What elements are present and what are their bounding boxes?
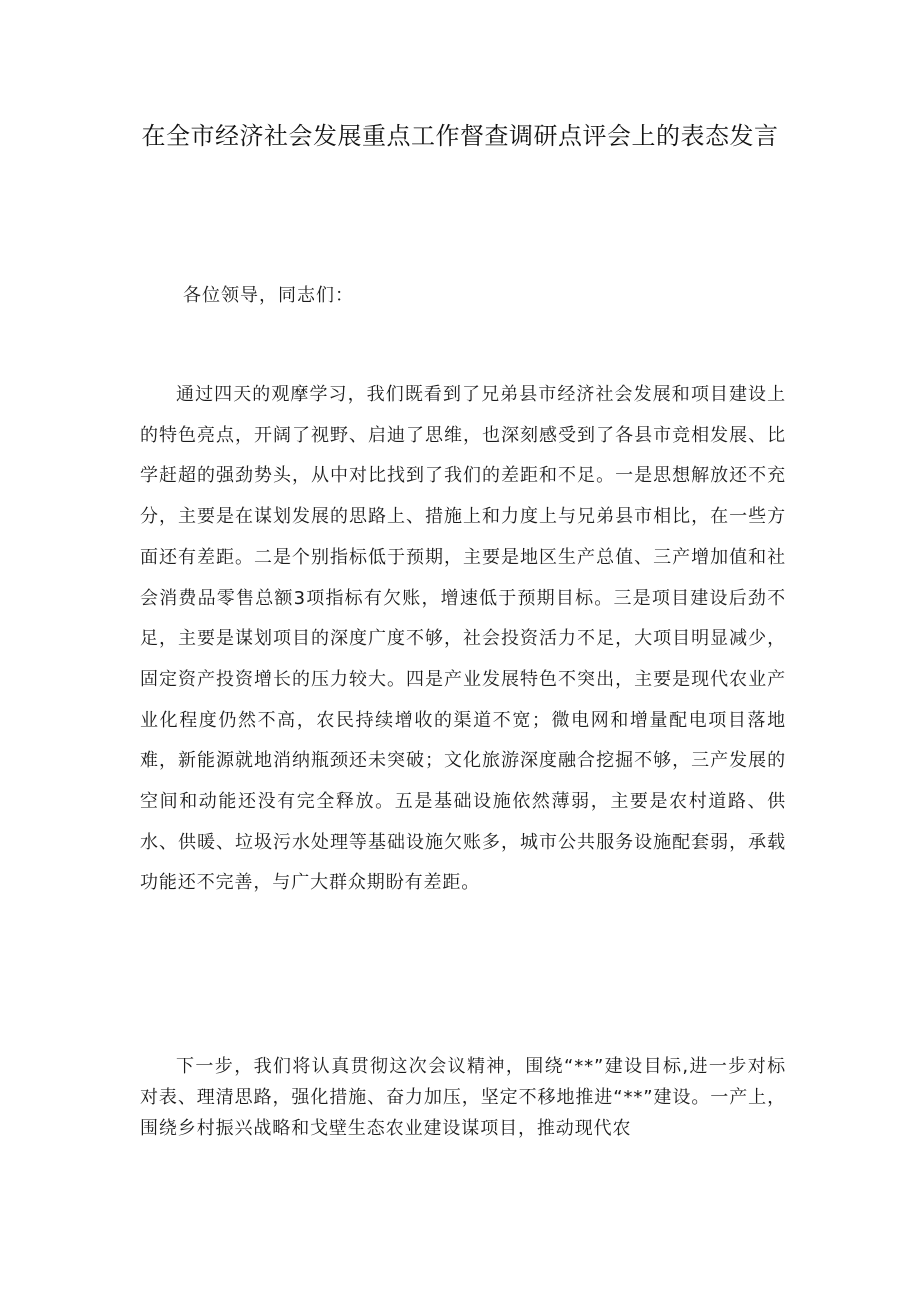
document-title: 在全市经济社会发展重点工作督查调研点评会上的表态发言 [141, 122, 779, 150]
salutation: 各位领导，同志们： [183, 285, 354, 306]
body-paragraph-1: 通过四天的观摩学习，我们既看到了兄弟县市经济社会发展和项目建设上的特色亮点，开阔了视野、启迪了思维，也深刻感受到了各县市竞相发展、比学赶超的强劲势头，从中对比找到了我们的差距和不足。一是思想解放还不充分，主要是在谋划发展的思路上、措施上和力度上与兄弟县市相比，在一些方面还有差距。二是个别指标低于预期，主要是地区生产总值、三产增加值和社会消费品零售总额3项指标有欠账，增速低于预期目标。三是项目建设后劲不足，主要是谋划项目的深度广度不够，社会投资活力不足，大项目明显减少，固定资产投资增长的压力较大。四是产业发展特色不突出，主要是现代农业产业化程度仍然不高，农民持续增收的渠道不宽；微电网和增量配电项目落地难，新能源就地消纳瓶颈还未突破；文化旅游深度融合挖掘不够，三产发展的空间和动能还没有完全释放。五是基础设施依然薄弱，主要是农村道路、供水、供暖、垃圾污水处理等基础设施欠账多，城市公共服务设施配套弱，承载功能还不完善，与广大群众期盼有差距。 [140, 384, 786, 894]
body-paragraph-2: 下一步，我们将认真贯彻这次会议精神，围绕“**”建设目标,进一步对标对表、理清思路，强化措施、奋力加压，坚定不移地推进“**”建设。一产上，围绕乡村振兴战略和戈壁生态农业建设谋项目，推动现代农 [140, 1056, 786, 1139]
